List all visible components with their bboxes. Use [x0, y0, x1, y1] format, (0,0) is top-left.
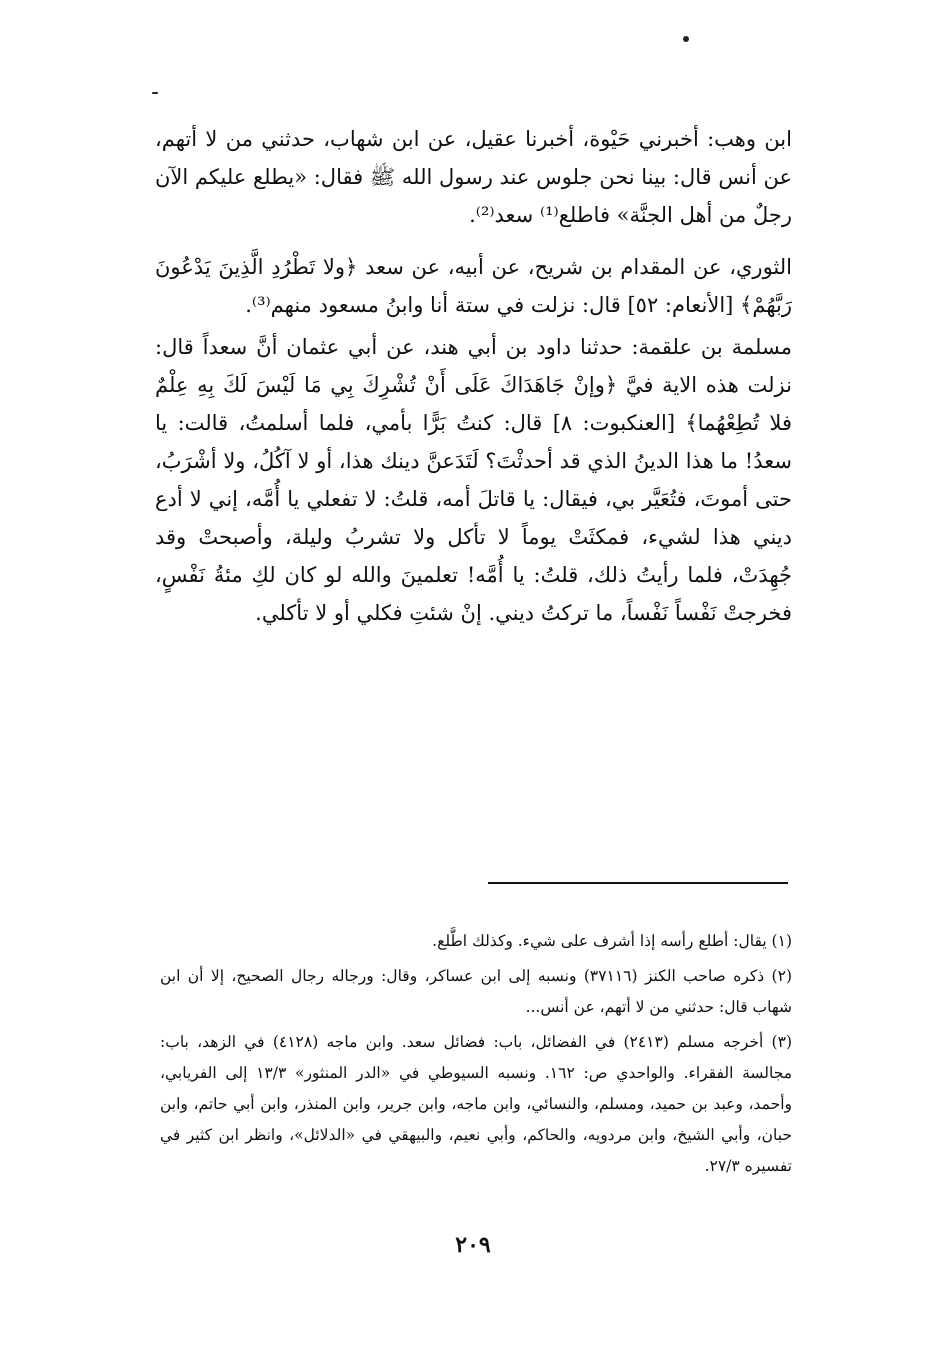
footnote-3: (٣) أخرجه مسلم (٢٤١٣) في الفضائل، باب: فضائل سعد. وابن ماجه (٤١٢٨) في الزهد، باب: مجالسة الفقراء. والواحدي ص: ١٦٢. ونسبه السيوطي في «الدر المنثور» ١٣/٣ إلى الفريابي، وأحمد، وعبد بن حميد، ومسلم، والنسائي، وابن ماجه، وابن جرير، وابن المنذر، وابن أبي حاتم، وابن حبان، وأبي الشيخ، وابن مردويه، والحاكم، وأبي نعيم، والبيهقي في «الدلائل»، وانظر ابن كثير في تفسيره ٢٧/٣. — [160, 1033, 793, 1175]
scan-speck — [152, 92, 158, 94]
scan-speck — [683, 36, 689, 42]
main-text — [155, 120, 792, 632]
page-number: ٢٠٩ — [455, 1232, 491, 1258]
footnotes — [160, 926, 792, 1186]
footnote-2: (٢) ذكره صاحب الكنز (٣٧١١٦) ونسبه إلى ابن عساكر، وقال: ورجاله رجال الصحيح، إلا أن ابن شهاب قال: حدثني من لا أتهم، عن أنس... — [160, 967, 792, 1016]
paragraph-ibn-wahb: ابن وهب: أخبرني حَيْوة، أخبرنا عقيل، عن ابن شهاب، حدثني من لا أتهم، عن أنس قال: بينا نحن جلوس عند رسول الله ﷺ فقال: «يطلع عليكم الآن رجلٌ من أهل الجنَّة» فاطلع⁽¹⁾ سعد⁽²⁾. — [155, 127, 792, 227]
paragraph-thawri: الثوري، عن المقدام بن شريح، عن أبيه، عن سعد ﴿ولا تَطْرُدِ الَّذِينَ يَدْعُونَ رَبَّهُمْ﴾ [الأنعام: ٥٢] قال: نزلت في ستة أنا وابنُ مسعود منهم⁽³⁾. — [155, 255, 792, 317]
footnote-1: (١) يقال: أطلع رأسه إذا أشرف على شيء. وكذلك اطَّلع. — [432, 932, 792, 950]
footnote-divider — [488, 882, 788, 884]
paragraph-maslama: مسلمة بن علقمة: حدثنا داود بن أبي هند، عن أبي عثمان أنَّ سعداً قال: نزلت هذه الاية فيَّ ﴿وإنْ جَاهَدَاكَ عَلَى أَنْ تُشْرِكَ بِي مَا لَيْسَ لَكَ بِهِ عِلْمٌ فلا تُطِعْهُما﴾ [العنكبوت: ٨] قال: كنتُ بَرًّا بأمي، فلما أسلمتُ، قالت: يا سعدُ! ما هذا الدينُ الذي قد أحدثْتَ؟ لَتَدَعنَّ دينك هذا، أو لا آكُلُ، ولا أشْرَبُ، حتى أموتَ، فتُعَيَّر بي، فيقال: يا قاتلَ أمه، قلتُ: لا تفعلي يا أُمَّه، إني لا أدع ديني هذا لشيء، فمكثَتْ يوماً لا تأكل ولا تشربُ وليلة، وأصبحتْ وقد جُهِدَتْ، فلما رأيتُ ذلك، قلتُ: يا أُمَّه! تعلمينَ والله لو كان لكِ مئةُ نَفْسٍ، فخرجتْ نَفْساً نَفْساً، ما تركتُ ديني. إنْ شئتِ فكلي أو لا تأكلي. — [155, 335, 792, 625]
